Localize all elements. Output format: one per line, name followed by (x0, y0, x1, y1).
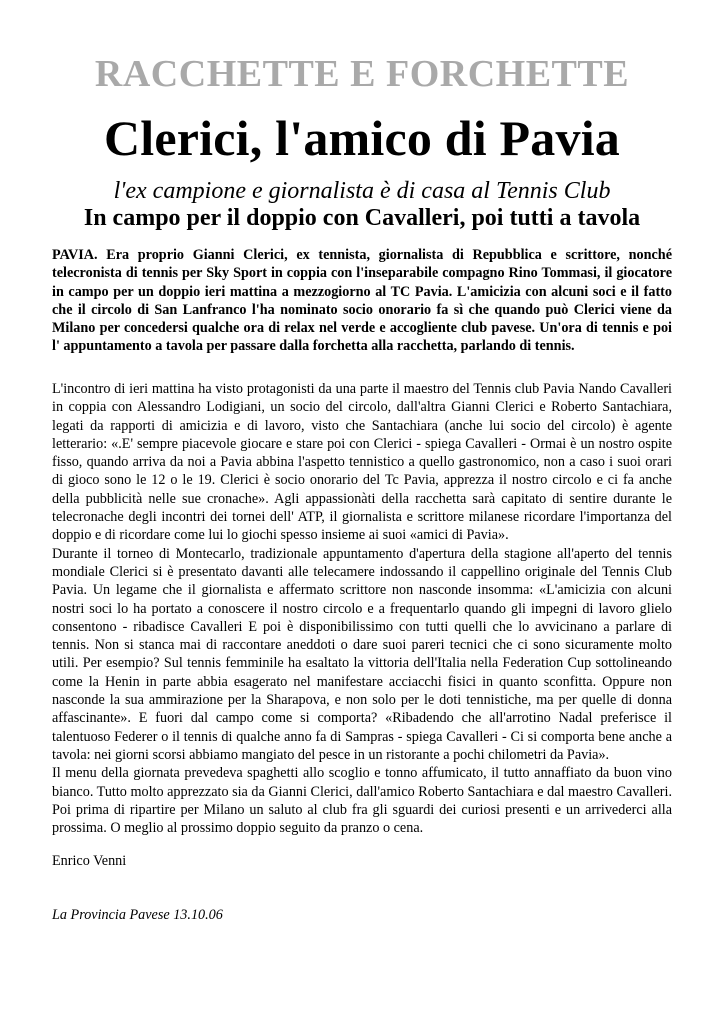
subtitle: l'ex campione e giornalista è di casa al Tennis Club (113, 178, 611, 204)
article-body (52, 380, 672, 837)
subheadline: In campo per il doppio con Cavalleri, poi tutti a tavola (83, 205, 641, 231)
lead-paragraph: PAVIA. Era proprio Gianni Clerici, ex tennista, giornalista di Repubblica e scrittore, nonché telecronista di tennis per Sky Sport in coppia con l'inseparabile compagno Rino Tommasi, il giocatore in campo per un doppio ieri mattina a mezzogiorno al TC Pavia. L'amicizia con alcuni soci e il fatto che il circolo di San Lanfranco l'ha nominato socio onorario fa sì che quando può Clerici viene da Milano per concedersi qualche ora di relax nel verde e accogliente club pavese. Un'ora di tennis e poi l' appuntamento a tavola per passare dalla forchetta alla racchetta, parlando di tennis. (52, 247, 672, 355)
author-byline: Enrico Venni (52, 853, 127, 869)
headline: Clerici, l'amico di Pavia (103, 110, 620, 166)
section-kicker: RACCHETTE E FORCHETTE (94, 53, 630, 95)
body-paragraph-3: Il menu della giornata prevedeva spaghetti allo scoglio e tonno affumicato, il tutto annaffiato da buon vino bianco. Tutto molto apprezzato sia da Gianni Clerici, dall'amico Roberto Santachiara e dal maestro Cavalleri. Poi prima di ripartire per Milano un saluto al club fra gli sguardi dei curiosi presenti e un arrivederci alla prossima. O meglio al prossimo doppio seguito da pranzo o cena. (52, 765, 672, 837)
body-paragraph-1: L'incontro di ieri mattina ha visto protagonisti da una parte il maestro del Tennis club Pavia Nando Cavalleri in coppia con Alessandro Lodigiani, un socio del circolo, dall'altra Gianni Clerici e Roberto Santachiara, legati da rapporti di amicizia e di lavoro, visto che Santachiara (anche lui socio del circolo) è agente letterario: «.E' sempre piacevole giocare e stare poi con Clerici - spiega Cavalleri - Ormai è un nostro ospite fisso, quando arriva da noi a Pavia abbina l'aspetto tennistico a quello gastronomico, non a caso i suoi orari di gioco sono le 12 o le 19. Clerici è socio onorario del Tc Pavia, apprezza il nostro circolo e ci fa anche della pubblicità nelle sue cronache». Agli appassionàti della racchetta sarà capitato di sentire durante le telecronache degli incontri dei tornei dell' ATP, il giornalista e scrittore milanese ricordare l'importanza del doppio e di ricordare come lui lo giochi spesso insieme ai suoi «amici di Pavia». (52, 381, 672, 544)
source-citation: La Provincia Pavese 13.10.06 (52, 907, 223, 923)
body-paragraph-2: Durante il torneo di Montecarlo, tradizionale appuntamento d'apertura della stagione all'aperto del tennis mondiale Clerici si è presentato davanti alle telecamere indossando il cappellino originale del Tennis Club Pavia. Un legame che il giornalista e affermato scrittore non nasconde insomma: «L'amicizia con alcuni nostri soci lo ha portato a conoscere il nostro circolo e a frequentarlo quando gli impegni di lavoro glielo consentono - ribadisce Cavalleri E poi è disponibilissimo con tutti quelli che lo avvicinano a parlare di tennis. Non si stanca mai di raccontare aneddoti o dare suoi pareri tecnici che ci sono sicuramente molto utili. Per esempio? Sul tennis femminile ha esaltato la vittoria dell'Italia nella Federation Cup sottolineando come la Henin in parte abbia esagerato nel manifestare acciacchi fisici in quanto sconfitta. Oppure non nasconde la sua ammirazione per la Sharapova, e non solo per le doti tennistiche, ma per quelle di donna affascinante». E fuori dal campo come si comporta? «Ribadendo che all'arrotino Nadal preferisce il talentuoso Federer o il tennis di qualche anno fa di Sampras - spiega Cavalleri - Ci si comporta bene anche a tavola: nei giorni scorsi abbiamo mangiato del pesce in un ristorante a pochi chilometri da Pavia». (52, 545, 672, 763)
